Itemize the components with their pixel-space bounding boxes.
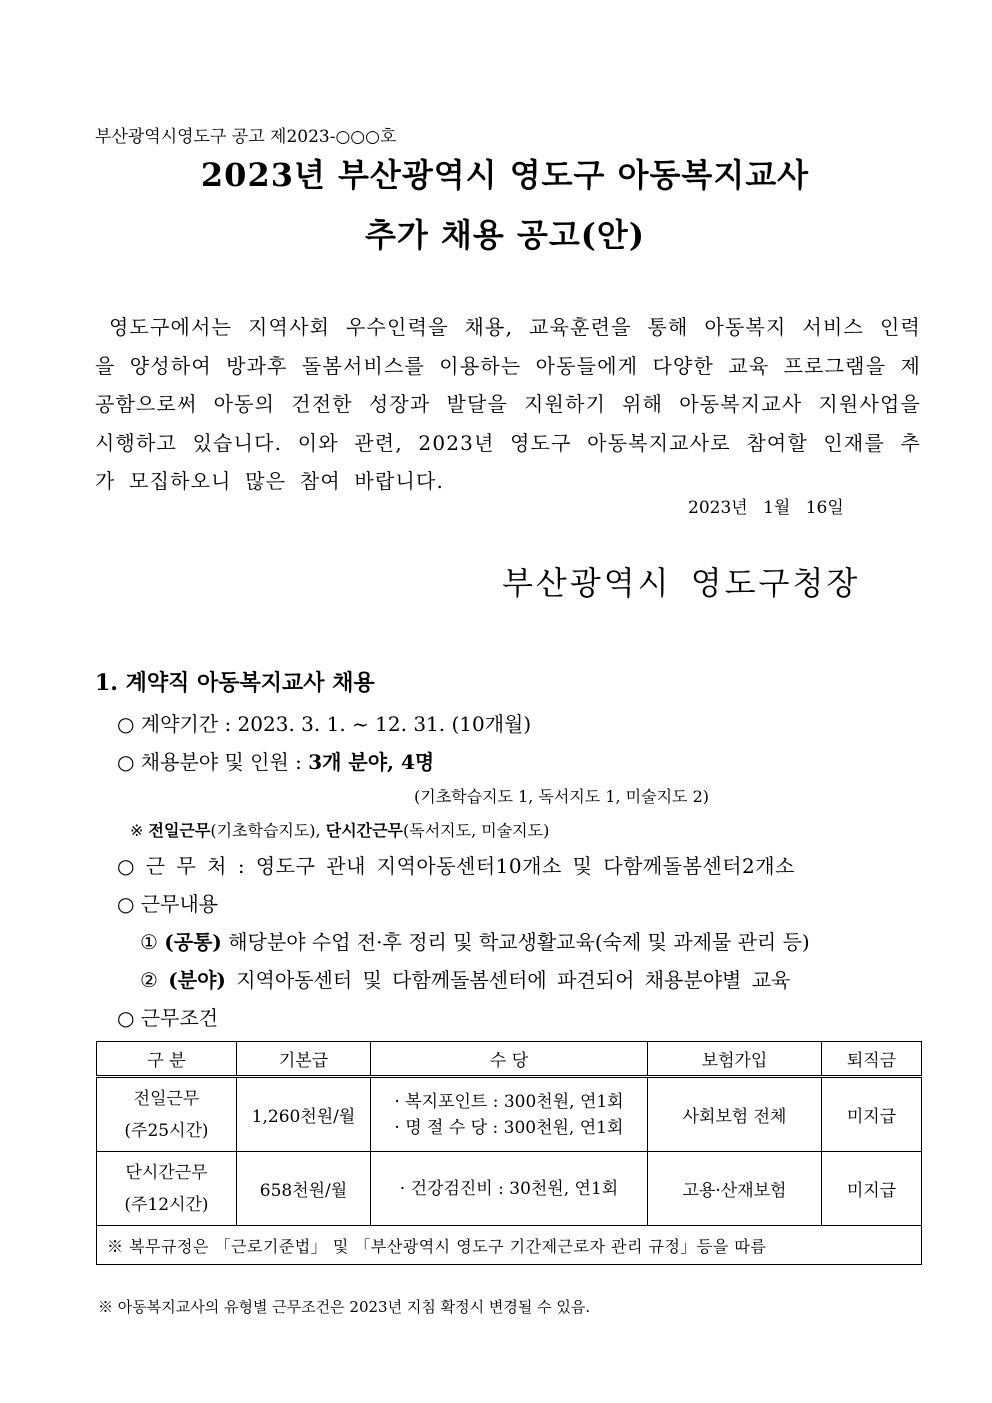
allowance-item: · 명 절 수 당 : 300천원, 연1회	[394, 1117, 624, 1138]
note-parttime-detail: (독서지도, 미술지도)	[403, 821, 550, 840]
allowance-cell	[371, 1152, 648, 1226]
table-footer-note: ※ 복무규정은 「근로기준법」 및 「부산광역시 영도구 기간제근로자 관리 규정」등을 따름	[97, 1226, 922, 1265]
header-severance: 퇴직금	[822, 1042, 922, 1077]
salary-cell: 1,260천원/월	[237, 1077, 371, 1152]
contract-period: ○ 계약기간 : 2023. 3. 1. ~ 12. 31. (10개월)	[117, 712, 532, 736]
title-line-2: 추가 채용 공고(안)	[365, 216, 645, 254]
duty-2	[140, 964, 790, 993]
header-category: 구 분	[97, 1042, 237, 1077]
header-insurance: 보험가입	[648, 1042, 822, 1077]
duty-1-text: 해당분야 수업 전·후 정리 및 학교생활교육(숙제 및 과제물 관리 등)	[221, 930, 810, 954]
work-type: 전일근무	[133, 1088, 200, 1109]
work-hours: (주25시간)	[124, 1120, 209, 1141]
table-header-row	[97, 1042, 922, 1077]
work-type: 단시간근무	[125, 1162, 208, 1183]
duty-2-tag: (분야)	[168, 968, 226, 992]
work-type-cell	[97, 1077, 237, 1152]
recruit-fields	[117, 746, 434, 775]
duty-1	[140, 926, 810, 955]
footnote: ※ 아동복지교사의 유형별 근무조건은 2023년 지침 확정시 변경될 수 있음.	[98, 1298, 591, 1316]
table-row	[97, 1077, 922, 1152]
intro-paragraph: 영도구에서는 지역사회 우수인력을 채용, 교육훈련을 통해 아동복지 서비스 인력을 양성하여 방과후 돌봄서비스를 이용하는 아동들에게 다양한 교육 프로그램을 제공함으로써 아동의 건전한 성장과 발달을 지원하기 위해 아동복지교사 지원사업을 시행하고 있습니다. 이와 관련, 2023년 영도구 아동복지교사로 참여할 인재를 추가 모집하오니 많은 참여 바랍니다.	[95, 315, 921, 493]
duty-1-number: ①	[140, 930, 165, 954]
notice-date: 2023년 1월 16일	[688, 498, 844, 518]
work-hours: (주12시간)	[124, 1194, 209, 1215]
severance-cell: 미지급	[822, 1152, 922, 1226]
conditions-table	[96, 1041, 922, 1265]
note-mark: ※	[130, 821, 149, 840]
header-salary: 기본급	[237, 1042, 371, 1077]
notice-number: 부산광역시영도구 공고 제2023-○○○호	[95, 127, 397, 147]
allowance-cell	[371, 1077, 648, 1152]
duty-2-number: ②	[140, 968, 169, 992]
severance-cell: 미지급	[822, 1077, 922, 1152]
recruit-detail: (기초학습지도 1, 독서지도 1, 미술지도 2)	[414, 787, 710, 806]
note-fulltime: 전일근무	[148, 821, 211, 840]
duty-2-text: 지역아동센터 및 다함께돌봄센터에 파견되어 채용분야별 교육	[225, 968, 791, 992]
allowance-item: · 복지포인트 : 300천원, 연1회	[394, 1091, 624, 1112]
work-type-cell	[97, 1152, 237, 1226]
workplace: ○ 근 무 처 : 영도구 관내 지역아동센터10개소 및 다함께돌봄센터2개소	[117, 854, 795, 878]
duty-1-tag: (공통)	[164, 930, 222, 954]
recruit-value: 3개 분야, 4명	[308, 750, 435, 774]
issuer: 부산광역시 영도구청장	[502, 564, 861, 602]
note-parttime: 단시간근무	[325, 821, 404, 840]
section-1-heading: 1. 계약직 아동복지교사 채용	[95, 670, 375, 696]
duty-heading: ○ 근무내용	[117, 892, 219, 916]
conditions-heading: ○ 근무조건	[117, 1006, 219, 1030]
insurance-cell: 사회보험 전체	[648, 1077, 822, 1152]
allowance-item: · 건강검진비 : 30천원, 연1회	[399, 1178, 619, 1199]
header-allowance: 수 당	[371, 1042, 648, 1077]
table-row	[97, 1152, 922, 1226]
insurance-cell: 고용·산재보험	[648, 1152, 822, 1226]
note-fulltime-detail: (기초학습지도),	[210, 821, 326, 840]
recruit-label: ○ 채용분야 및 인원 :	[117, 750, 309, 774]
title-line-1: 2023년 부산광역시 영도구 아동복지교사	[200, 156, 810, 194]
salary-cell: 658천원/월	[237, 1152, 371, 1226]
work-type-note	[130, 818, 549, 841]
table-footer-row	[97, 1226, 922, 1265]
